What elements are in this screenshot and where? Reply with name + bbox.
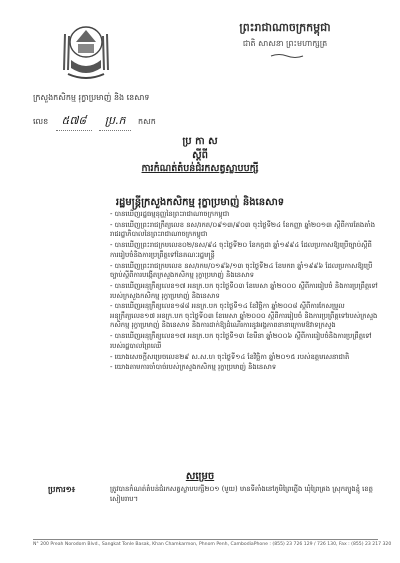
footer-divider: [33, 539, 378, 540]
article-1-text: ត្រូវបានកំណត់តំបន់ជំរកសត្វស្លាបបក្សី២០១ (មួយ) មានទីតាំងនៅភូមិព្រៃភ្លើង ឃុំព្រៃគ្រង ស្រុកត្បូងខ្មុំ ខេត្តសៀមរាប។: [110, 485, 373, 503]
list-item: - បានឃើញអនុក្រឹត្យលេខ១៧ អនក្រ.បក ចុះថ្ងៃទី០៣ ខែមេសា ឆ្នាំ២០០០ ស្តីពីការរៀបចំ និងការប្រព្រឹត្តទៅរបស់ក្រសួងកសិកម្ម រុក្ខាប្រមាញ់ និងនេសាទ: [110, 281, 378, 300]
ministry-name: ក្រសួងកសិកម្ម រុក្ខាប្រមាញ់ និង នេសាទ: [33, 93, 150, 102]
list-item: - បានឃើញព្រះរាជក្រមលេខ០២/នស/៩៤ ចុះថ្ងៃទី២០ ខែកក្កដា ឆ្នាំ១៩៩៤ ដែលប្រកាសឱ្យប្រើច្បាប់ស្តីពីការរៀបចំនិងការប្រព្រឹត្តទៅនៃគណៈរដ្ឋមន្ត្រី: [110, 241, 372, 259]
reference-number: ៥៧៨: [56, 114, 93, 131]
national-motto: ជាតិ សាសនា ព្រះមហាក្សត្រ: [242, 39, 328, 48]
footer: [33, 542, 392, 547]
article-1-label: ប្រការ១៖: [48, 485, 76, 494]
footer-phone: Phone : (855) 23 726 129 / 726 130, Fax : (855) 23 217 320: [253, 542, 392, 547]
legal-citations-list: [110, 210, 380, 374]
regarding-label: ស្តីពី: [192, 150, 208, 161]
subject-title: ការកំណត់តំបន់ជំរកសត្វស្លាបបក្សី: [141, 163, 259, 174]
list-item: - បានឃើញអនុក្រឹត្យលេខ១៧ អនក្រ.បក ចុះថ្ងៃទី១៣ ខែមីនា ឆ្នាំ២០០៦ ស្តីពីការរៀបចំនិងការប្រព្រឹត្តទៅរបស់រដ្ឋបាលព្រៃឈើ: [110, 332, 372, 350]
list-item: - បានឃើញព្រះរាជក្រឹត្យលេខ នស/រកត/០៩១៣/៩០៣ ចុះថ្ងៃទី២៤ ខែកញ្ញា ឆ្នាំ២០១៣ ស្តីពីការតែងតាំងរាជរដ្ឋាភិបាលនៃព្រះរាជាណាចក្រកម្ពុជា: [110, 220, 376, 239]
royal-emblem-icon: [58, 22, 114, 86]
kingdom-title: ព្រះរាជាណាចក្រកម្ពុជា: [239, 21, 331, 34]
footer-address: N° 200 Preah Norodom Blvd., Sangkat Tonle Basak, Khan Chamkarmon, Phnom Penh, Cambodia: [33, 542, 254, 547]
tacteing-ornament-icon: [270, 53, 304, 59]
list-item: - បានឃើញអនុក្រឹត្យលេខ១៨៨ អនក្រ.បក ចុះថ្ងៃទី១៤ ខែវិច្ឆិកា ឆ្នាំ២០០៨ ស្តីពីការកែសម្រួលអនុក្រឹត្យលេខ១៧ អនក្រ.បក ចុះថ្ងៃទី០៣ ខែមេសា ឆ្នាំ២០០០ ស្តីពីការរៀបចំ និងការប្រព្រឹត្តទៅរបស់ក្រសួងកសិកម្ម រុក្ខាប្រមាញ់ និងនេសាទ និងការដាក់ឱ្យដំណើរការនូវអង្គភាពនានាក្រោមឱវាទក្រសួង: [110, 302, 378, 330]
decision-heading: សម្រេច: [185, 471, 215, 482]
list-item: - បានឃើញរដ្ឋធម្មនុញ្ញនៃព្រះរាជាណាចក្រកម្ពុជា: [110, 210, 230, 218]
list-item: - បានឃើញព្រះរាជក្រមលេខ នស/រកម/០១៩៦/១៣ ចុះថ្ងៃទី២៤ ខែមករា ឆ្នាំ១៩៩៦ ដែលប្រកាសឱ្យប្រើច្បាប់ស្តីពីការបង្កើតក្រសួងកសិកម្ម រុក្ខាប្រមាញ់ និងនេសាទ: [110, 261, 373, 280]
reference-suffix: ប្រ.ក: [99, 114, 132, 131]
minister-title: រដ្ឋមន្ត្រីក្រសួងកសិកម្ម រុក្ខាប្រមាញ់ និងនេសាទ: [115, 197, 285, 208]
reference-label: លេខ: [33, 117, 49, 126]
reference-line: [33, 114, 156, 131]
reference-trailing: កសក: [138, 117, 156, 126]
document-type-title: ប្រ កា ស: [182, 136, 218, 147]
list-item: - យោងសេចក្តីសម្រេចលេខ២៩ ស.ស.ហ ចុះថ្ងៃទី១៤ ខែវិច្ឆិកា ឆ្នាំ២០១៥ របស់ឧត្តមសេនាជាតិ: [110, 352, 350, 361]
list-item: - យោងតាមការចាំបាច់របស់ក្រសួងកសិកម្ម រុក្ខាប្រមាញ់ និងនេសាទ: [110, 363, 277, 372]
